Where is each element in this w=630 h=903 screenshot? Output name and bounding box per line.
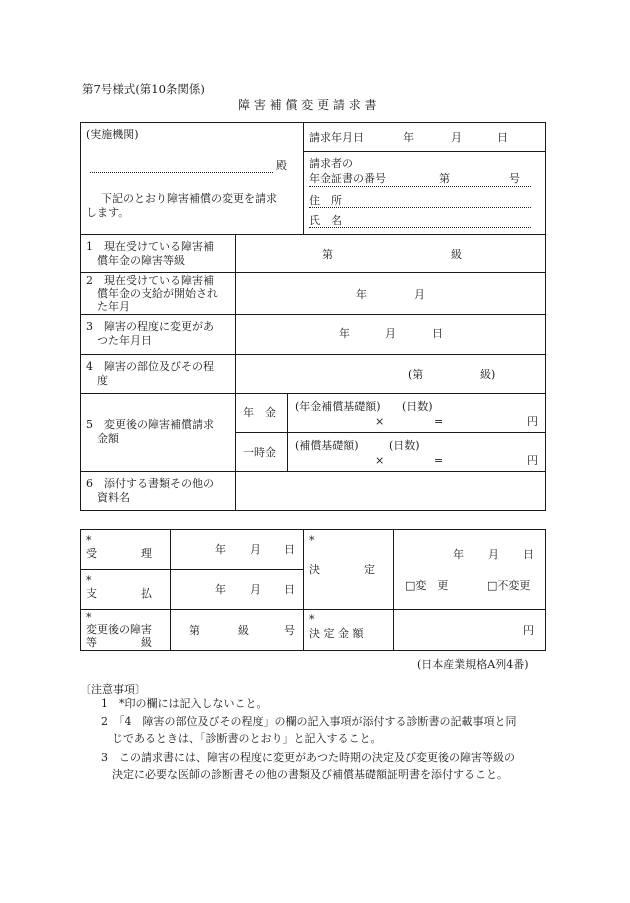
paid-day: 日 [284,583,295,596]
row2-year: 年 [356,288,367,301]
cert-gou: 号 [509,172,520,185]
row3-year: 年 [339,327,350,340]
decision-month: 月 [488,548,499,561]
lump-yen: 円 [527,454,538,467]
pension-equals: = [434,415,444,428]
decision-year: 年 [453,548,464,561]
after-grade-kyu: 級 [238,624,249,637]
decision-star: * [309,534,315,547]
after-grade-star: * [86,611,92,624]
lump-times: × [375,454,385,467]
lump-label: 一時金 [243,446,276,459]
row3-label-2: つた年月日 [97,334,152,347]
received-month: 月 [250,543,261,556]
paid-month: 月 [250,583,261,596]
decided-amount-yen: 円 [523,624,534,637]
request-year: 年 [403,131,414,144]
change-checkbox[interactable]: □変 更 [405,579,449,592]
note-3-line-2: 決定に必要な医師の診断書その他の書類及び補償基礎額証明書を添付すること。 [112,768,508,781]
paid-label: 支 払 [86,587,152,600]
note-2-line-2: じであるときは、「診断書のとおり」と記入すること。 [112,732,382,745]
row1-label-1: 1 現在受けている障害補 [86,240,214,253]
pension-base-label: (年金補償基礎額) [295,400,381,413]
row1-label-2: 償年金の障害等級 [97,254,185,267]
lump-base-label: (補償基礎額) [295,439,359,452]
agency-label: (実施機関) [86,128,139,141]
row2-label-2: 償年金の支給が開始され [97,287,218,300]
amount-star: * [309,613,315,626]
note-3-line-1: 3 この請求書には、障害の程度に変更があつた時期の決定及び変更後の障害等級の [101,751,515,764]
received-day: 日 [284,543,295,556]
form-number: 第7号様式(第10条関係) [82,82,205,96]
after-grade-dai: 第 [189,624,200,637]
row1-dai: 第 [322,248,333,261]
decision-day: 日 [523,548,534,561]
request-date-label: 請求年月日 [309,131,364,144]
request-month: 月 [451,131,462,144]
lump-equals: = [434,454,444,467]
row6-label-2: 資料名 [97,491,130,504]
row3-label-1: 3 障害の程度に変更があ [86,320,214,333]
paid-star: * [86,574,92,587]
name-field[interactable] [309,227,531,228]
intro-line-2: します。 [86,206,130,219]
after-grade-gou: 号 [284,624,295,637]
row2-month: 月 [414,288,425,301]
row4-dai: (第 [408,368,424,381]
decided-amount-label: 決 定 金 額 [309,627,364,640]
claimant-label: 請求者の [309,157,353,170]
row6-label-1: 6 添付する書類その他の [86,477,214,490]
note-1: 1 *印の欄には記入しないこと。 [101,697,268,710]
note-2-line-1: 2 「4 障害の部位及びその程度」の欄の記入事項が添付する診断書の記載事項と同 [101,715,517,728]
row1-kyu: 級 [451,248,462,261]
received-year: 年 [215,543,226,556]
cert-dai: 第 [439,172,450,185]
pension-label: 年 金 [243,406,276,419]
received-star: * [86,534,92,547]
row2-label-1: 2 現在受けている障害補 [86,274,214,287]
name-label: 氏 名 [309,214,342,227]
decision-label: 決 定 [309,563,375,576]
row3-day: 日 [432,327,443,340]
cert-number-field[interactable] [309,186,531,187]
row5-label-2: 金額 [97,432,119,445]
no-change-checkbox[interactable]: □不変更 [487,579,531,592]
honorific: 殿 [276,159,287,172]
address-label: 住 所 [309,194,342,207]
after-grade-label-2: 等 級 [86,636,152,649]
row2-label-3: た年月 [97,300,130,313]
form-title: 障 害 補 償 変 更 請 求 書 [238,98,377,112]
row3-month: 月 [385,327,396,340]
after-grade-label-1: 変更後の障害 [86,623,152,636]
row4-kyu: 級) [480,368,496,381]
received-label: 受 理 [86,547,152,560]
request-day: 日 [497,131,508,144]
pension-days-label: (日数) [402,400,433,413]
row5-label-1: 5 変更後の障害補償請求 [86,418,214,431]
pension-times: × [375,415,385,428]
paid-year: 年 [215,583,226,596]
jis-note: (日本産業規格A列4番) [417,658,529,671]
intro-line-1: 下記のとおり障害補償の変更を請求 [101,192,277,205]
lump-days-label: (日数) [389,439,420,452]
row4-label-2: 度 [97,374,108,387]
row4-label-1: 4 障害の部位及びその程 [86,360,214,373]
address-field[interactable] [309,207,531,208]
pension-cert-label: 年金証書の番号 [309,172,386,185]
agency-name-field[interactable] [90,172,273,173]
pension-yen: 円 [527,415,538,428]
notes-heading: 〔注意事項〕 [80,683,146,696]
